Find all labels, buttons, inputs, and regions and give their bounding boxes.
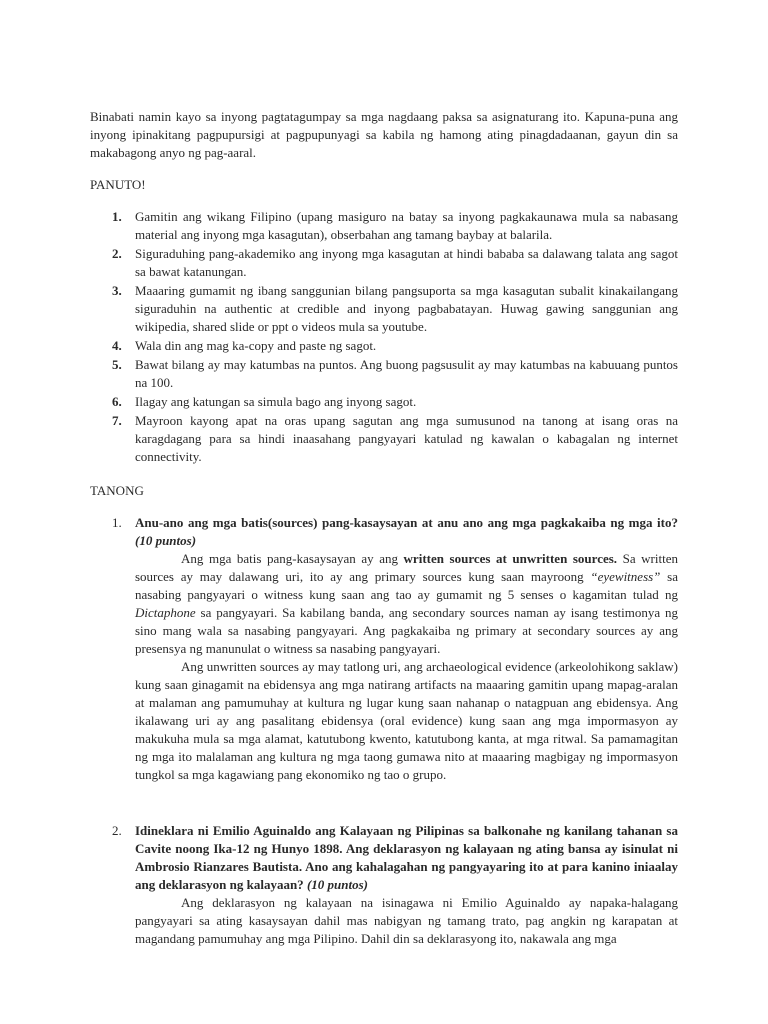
question-points: (10 puntos) [306,877,368,892]
answer-paragraph [135,550,678,658]
question-points: (10 puntos) [135,533,197,548]
instruction-item [90,356,678,392]
instruction-number: 4. [112,338,122,353]
question-1 [90,514,678,784]
question-2 [90,822,678,948]
instruction-text: Gamitin ang wikang Filipino (upang masiguro na batay sa inyong pagkakaunawa mula sa nabasang material ang inyong mga kasagutan), obserbahan ang tamang baybay at balarila. [135,209,678,242]
instruction-text: Ilagay ang katungan sa simula bago ang inyong sagot. [135,394,417,409]
answer-paragraph: Ang unwritten sources ay may tatlong uri, ang archaeological evidence (arkeolohikong saklaw) kung saan ginagamit na ebidensya ang mga natirang artifacts na maaaring gamitin upang mapag-aralan at malaman ang pamumuhay at kultura ng lugar kung saan nahanap o natagpuan ang ebidensya. Ang ikalawang uri ay ang pasalitang ebidensya (oral evidence) kung saan ang mga impormasyon ay makukuha mula sa mga alamat, katutubong kwento, katutubong kanta, at mga ritwal. Sa pamamagitan ng mga ito malalaman ang kultura ng mga taong gumawa nito at maaaring magbigay ng impormasyon tungkol sa mga kagawiang pang ekonomiko ng tao o grupo. [135,659,678,782]
question-number: 1. [112,515,122,530]
instruction-text: Wala din ang mag ka-copy and paste ng sagot. [135,338,377,353]
instruction-text: Maaaring gumamit ng ibang sanggunian bilang pangsuporta sa mga kasagutan subalit kinakailangang siguraduhin na authentic at credible and inyong pagbabatayan. Huwag gawing sanggunian ang wikipedia, shared slide or ppt o videos mula sa youtube. [135,283,678,334]
intro-paragraph: Binabati namin kayo sa inyong pagtatagumpay sa mga nagdaang paksa sa asignaturang ito. Kapuna-puna ang inyong ipinakitang pagpupursigi at pagpupunyagi sa kabila ng hamong ating pinagdadaanan, gayun din sa makabagong anyo ng pag-aaral. [90,109,678,160]
question-text [135,822,678,894]
question-prompt: Anu-ano ang mga batis(sources) pang-kasaysayan at anu ano ang mga pagkakaiba ng mga ito? [135,515,678,530]
instruction-number: 2. [112,246,122,261]
instruction-text: Mayroon kayong apat na oras upang sagutan ang mga sumusunod na tanong at isang oras na karagdagang para sa hindi inaasahang pangyayari katulad ng kawalan o kabagalan ng internet connectivity. [135,413,678,464]
instruction-item [90,245,678,281]
panuto-heading: PANUTO! [90,177,146,192]
instruction-item [90,393,678,411]
instruction-item [90,282,678,336]
question-number: 2. [112,823,122,838]
spacer [90,784,678,822]
instruction-item [90,337,678,355]
instruction-text: Bawat bilang ay may katumbas na puntos. Ang buong pagsusulit ay may katumbas na kabuuang puntos na 100. [135,357,678,390]
answer-emphasis: written sources at unwritten sources. [403,551,618,566]
instruction-number: 5. [112,357,122,372]
instruction-item [90,208,678,244]
question-text [135,514,678,550]
answer-italic: Dictaphone [135,605,196,620]
question-prompt: Idineklara ni Emilio Aguinaldo ang Kalayaan ng Pilipinas sa balkonahe ng kanilang tahanan sa Cavite noong Ika-12 ng Hunyo 1898. Ang deklarasyon ng kalayaan ng ating bansa ay isinulat ni Ambrosio Rianzares Bautista. Ano ang kahalagahan ng pangyayaring ito at para kanino iniaalay ang deklarasyon ng kalayaan? [135,823,678,892]
instruction-item [90,412,678,466]
instruction-number: 7. [112,413,122,428]
instructions-list [90,208,678,466]
document-body [90,108,678,948]
answer-text: Ang mga batis pang-kasaysayan ay ang [181,551,404,566]
answer-text: Sa written sources ay may dalawang uri, ito ay ang primary sources kung saan mayroong [135,551,678,584]
answer-text: sa pangyayari. Sa kabilang banda, ang secondary sources naman ay isang testimonya ng sino mang wala sa nasabing pangyayari. Ang pagkakaiba ng primary at secondary sources ay ang presensya ng manunulat o witness sa nasabing pangyayari. [135,605,678,656]
instruction-number: 6. [112,394,122,409]
answer-italic: “eyewitness” [590,569,661,584]
tanong-heading: TANONG [90,483,144,498]
instruction-number: 3. [112,283,122,298]
instruction-text: Siguraduhing pang-akademiko ang inyong mga kasagutan at hindi bababa sa dalawang talata ang sagot sa bawat katanungan. [135,246,678,279]
answer-paragraph: Ang deklarasyon ng kalayaan na isinagawa ni Emilio Aguinaldo ay napaka-halagang pangyayari sa ating kasaysayan dahil mas nabigyan ng tamang trato, pag angkin ng karapatan at magandang pamumuhay ang mga Pilipino. Dahil din sa deklarasyong ito, nakawala ang mga [135,895,678,946]
instruction-number: 1. [112,209,122,224]
answer-text: sa nasabing pangyayari o witness kung saan ang tao ay gumamit ng 5 senses o kagamitan tulad ng [135,569,678,602]
